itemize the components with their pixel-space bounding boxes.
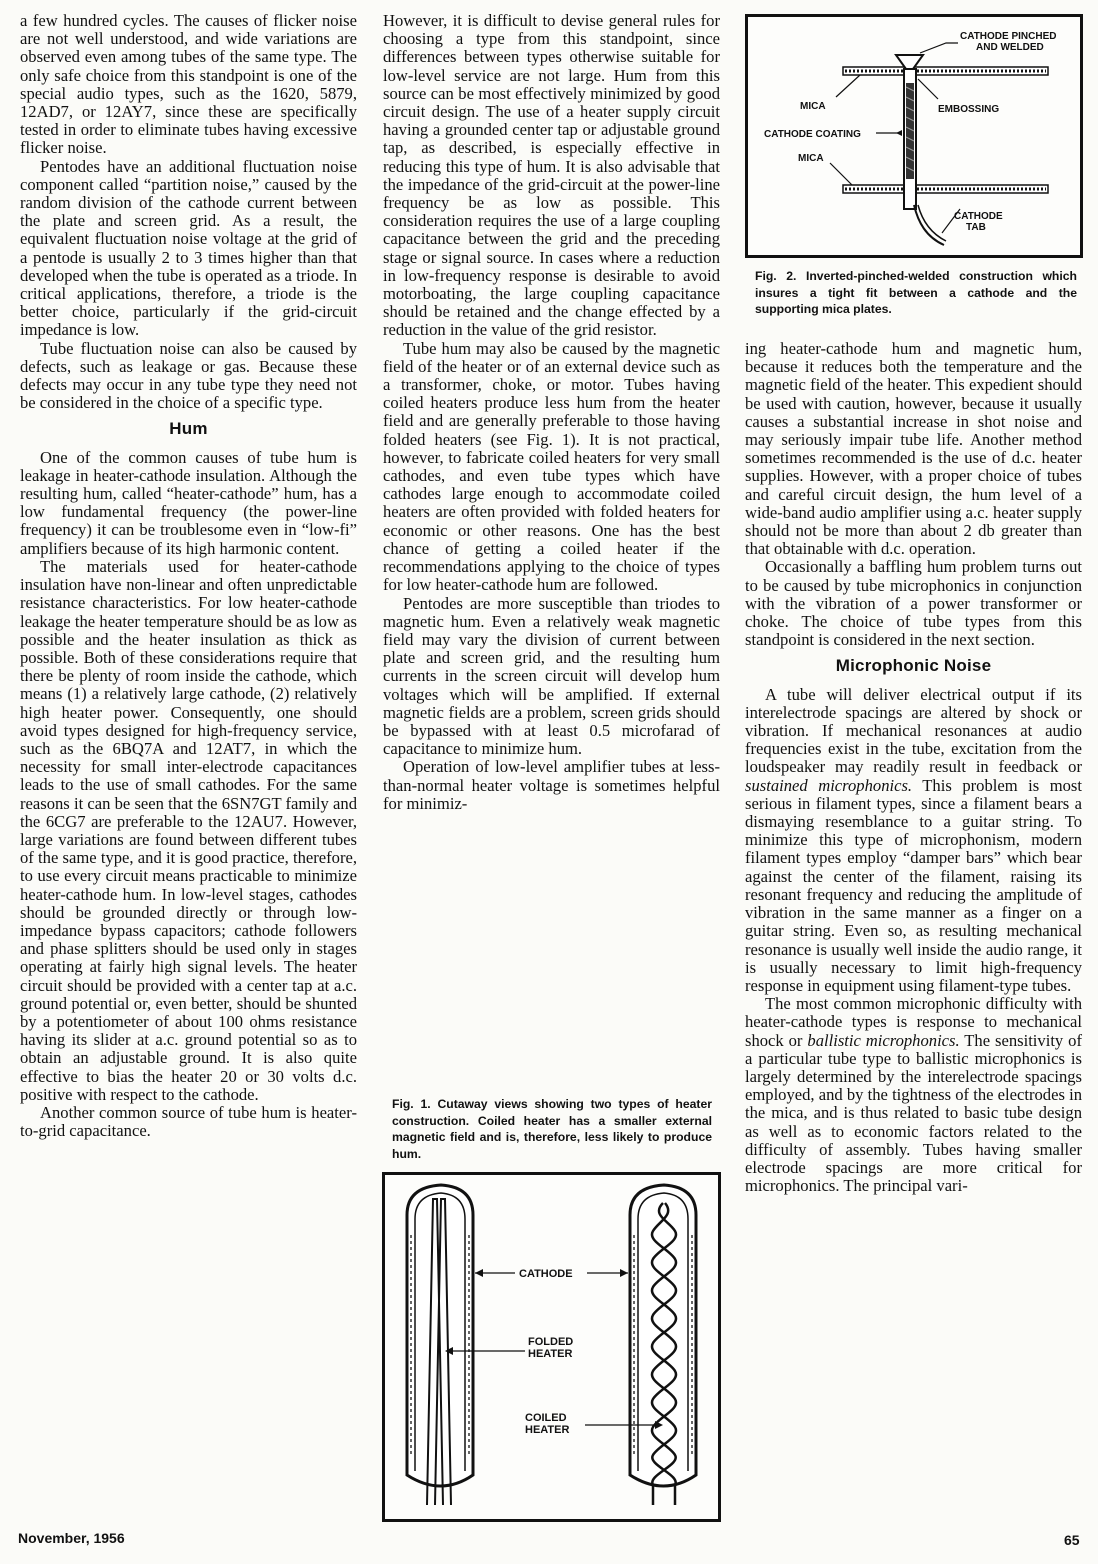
paragraph: a few hundred cycles. The causes of flicker noise are not well understood, and wide variations are observed even among tubes of the same type. The only safe choice from this standpoint is one of the special audio types, such as the 1620, 5879, 12AD7, or 12AY7, since these are specifically tested in order to eliminate tubes having excessive flicker noise.	[20, 11, 357, 158]
section-heading-microphonic-noise: Microphonic Noise	[835, 656, 992, 676]
text-run: The sensitivity of a particular tube type to ballistic microphonics is largely determined by the interelectrode spacings employed, and by the tightness of the electrodes in the mica, and is thus related to basic tube design as well as to economic factors related to the difficulty of assembly. Tubes having smaller electrode spacings are more critical for microphonics. The principal vari-	[745, 1030, 1082, 1196]
text-run: This problem is most serious in filament types, since a filament bears a dismaying resemblance to a guitar string. To minimize this type of microphonism, modern filament types employ “damper bars” which bear against the center of the filament, raising its resonant frequency and reducing the amplitude of vibration in the same manner as a finger on a guitar string. Even so, as resulting mechanical resonance is usually well inside the audio range, it is usually necessary to limit high-frequency response in equipment using filament-type tubes.	[745, 775, 1082, 995]
section-heading-hum: Hum	[169, 419, 208, 439]
text-column-1	[20, 12, 357, 1140]
paragraph: The materials used for heater-cathode insulation have non-linear and often unpredictable resistance characteristics. For low heater-cathode leakage the heater temperature should be as low as possible and the heater insulation as thick as possible. Both of these considerations require that there be plenty of room inside the cathode, which means (1) a relatively large cathode, (2) relatively high heater power. Consequently, one should avoid types designed for high-frequency service, such as the 6BQ7A and 12AT7, in which the necessity for small inter-electrode capacitances leads to the use of small cathodes. For the same reasons it can be seen that the 6SN7GT family and the 6CG7 are preferable to the 12AU7. However, large variations are found between different tubes of the same type, and it is good practice, therefore, to use every circuit means practicable to minimize heater-cathode hum. In low-level stages, cathodes should be grounded directly or through low-impedance bypass capacitors; cathode followers and phase splitters should be used only in stages operating at fairly high signal levels. The heater circuit should be provided with a center tap at a.c. ground potential or, even better, should be shunted by a potentiometer of about 100 ohms resistance having its slider at a.c. ground potential so as to obtain an adjustable ground. It is also quite effective to bias the heater 20 or 30 volts d.c. positive with respect to the cathode.	[20, 556, 357, 1104]
label-cathode-coating: CATHODE COATING	[764, 129, 861, 140]
label-welded: AND WELDED	[976, 42, 1044, 53]
label-tab: TAB	[966, 222, 986, 233]
label-cathode-tab: CATHODE	[954, 211, 1003, 222]
paragraph: One of the common causes of tube hum is leakage in heater-cathode insulation. Although the resulting hum, called “heater-cathode” hum, has a low fundamental frequency (the power-line frequency) it can be troublesome even in “low-fi” amplifiers because of its high harmonic content.	[20, 447, 357, 558]
paragraph: ing heater-cathode hum and magnetic hum, because it reduces both the temperature and the magnetic field of the heater. This expedient should be used with caution, however, because it usually causes a substantial increase in shot noise and may seriously impair tube life. Another method sometimes recommended is the use of d.c. heater supplies. However, with a proper choice of tubes and careful circuit design, the hum level of a wide-band audio amplifier using a.c. heater supply should not be more than about 2 db greater than that obtainable with d.c. operation.	[745, 339, 1082, 559]
figure-2-drawing	[748, 17, 1080, 255]
paragraph: Occasionally a baffling hum problem turns out to be caused by tube microphonics in conjunction with the vibration of a power transformer or choke. The choice of tube types from this standpoint is considered in the next section.	[745, 557, 1082, 650]
text-run: A tube will deliver electrical output if its interelectrode spacings are altered by shock or vibration. If mechanical resonances at audio frequencies exist in the tube, excitation from the loudspeaker may readily result in feedback or	[745, 684, 1082, 777]
figure-2	[745, 14, 1083, 258]
paragraph: Another common source of tube hum is heater-to-grid capacitance.	[20, 1102, 357, 1141]
emphasis-text: sustained microphonics.	[745, 775, 913, 795]
label-coiled: COILED	[525, 1412, 567, 1424]
label-coiled-heater: HEATER	[525, 1424, 570, 1436]
label-cathode: CATHODE	[519, 1268, 573, 1280]
text-column-2	[383, 12, 720, 813]
paragraph: However, it is difficult to devise general rules for choosing a type from this standpoint, since differences between types otherwise suitable for low-level service are not large. Hum from this source can be most effectively minimized by good circuit design. The use of a heater supply circuit having a grounded center tap or adjustable ground tap, as described, is especially effective in reducing this type of hum. It is also advisable that the impedance of the grid-circuit at the power-line frequency be as low as possible. This consideration requires the use of a large coupling capacitance between the grid and the preceding stage or signal source. In cases where a reduction in low-frequency response is desirable to avoid motorboating, the large coupling capacitance should be retained and the change effected by a reduction in the value of the grid resistor.	[383, 11, 720, 340]
label-folded: FOLDED	[528, 1336, 574, 1348]
text-column-3	[745, 340, 1082, 1195]
issue-date: November, 1956	[18, 1530, 125, 1546]
figure-1-drawing	[385, 1175, 718, 1519]
paragraph: Pentodes are more susceptible than triodes to magnetic hum. Even a relatively weak magnetic field may vary the division of current between plate and screen grid, and the resulting hum currents in the screen circuit will develop hum voltages which will be amplified. If external magnetic fields are a problem, screen grids should be bypassed with at least 0.5 microfarad of capacitance to minimize hum.	[383, 593, 720, 759]
page-number: 65	[1064, 1532, 1080, 1548]
paragraph: Tube fluctuation noise can also be caused by defects, such as leakage or gas. Because these defects may occur in any tube type they need not be considered in the choice of a specific type.	[20, 338, 357, 413]
text-run: The most common microphonic difficulty with heater-cathode types is response to mechanical shock or	[745, 994, 1082, 1050]
label-mica-top: MICA	[800, 101, 826, 112]
paragraph: Tube hum may also be caused by the magnetic field of the heater or of an external device such as a transformer, choke, or motor. Tubes having coiled heaters produce less hum from the heater field and are generally preferable to those having folded heaters (see Fig. 1). It is not practical, however, to fabricate coiled heaters for very small cathodes, and even tube types which have cathodes large enough to accommodate coiled heaters are often provided with folded heaters for economic or other reasons. One has the best chance of getting a coiled heater if the recommendations applying to the choice of types for low heater-cathode hum are followed.	[383, 338, 720, 595]
label-pinched: CATHODE PINCHED	[960, 31, 1057, 42]
emphasis-text: ballistic microphonics.	[807, 1030, 960, 1050]
label-embossing: EMBOSSING	[938, 104, 1000, 115]
figure-1-caption: Fig. 1. Cutaway views showing two types of heater construction. Coiled heater has a smaller external magnetic field and is, therefore, less likely to produce hum.	[392, 1097, 712, 1161]
figure-1	[382, 1172, 721, 1522]
figure-2-caption: Fig. 2. Inverted-pinched-welded construction which insures a tight fit between a cathode and the supporting mica plates.	[755, 269, 1077, 317]
label-mica-bottom: MICA	[798, 153, 824, 164]
paragraph: Pentodes have an additional fluctuation noise component called “partition noise,” caused by the random division of the cathode current between the plate and screen grid. As a result, the equivalent fluctuation noise voltage at the grid of a pentode is usually 2 to 3 times higher than that developed when the tube is operated as a triode. In critical applications, therefore, a triode is the better choice, particularly if the grid-circuit impedance is low.	[20, 156, 357, 340]
label-folded-heater: HEATER	[528, 1348, 573, 1360]
paragraph: Operation of low-level amplifier tubes at less-than-normal heater voltage is sometimes helpful for minimiz-	[383, 757, 720, 813]
paragraph	[745, 995, 1082, 1195]
paragraph	[745, 686, 1082, 995]
